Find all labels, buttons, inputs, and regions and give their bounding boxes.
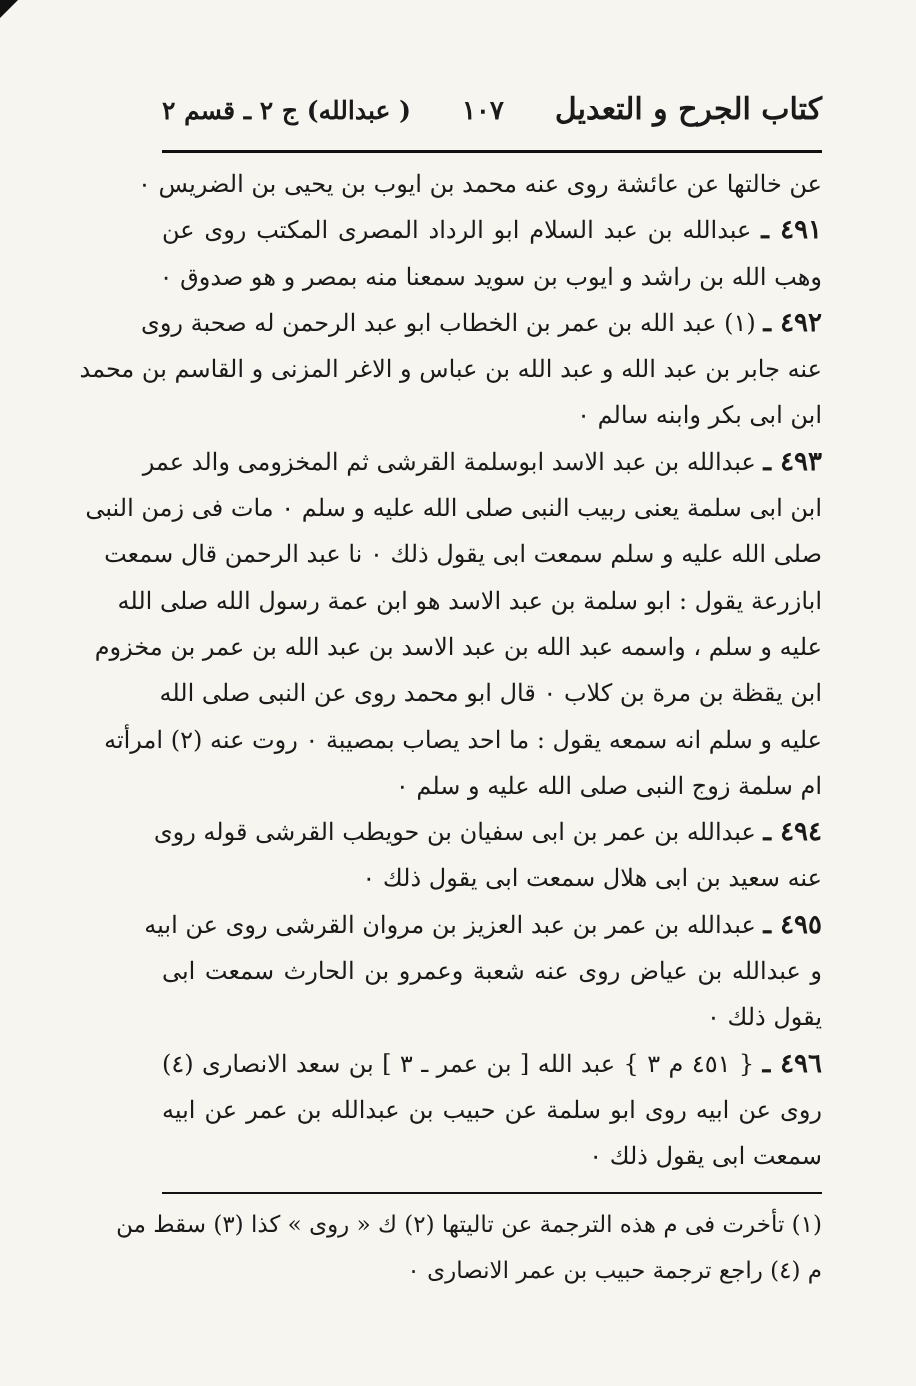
line-text: عبدالله بن عمر بن ابى سفيان بن حويطب القرشى قوله روى [153,818,764,847]
text-line [162,392,822,438]
line-text: عنه سعيد بن ابى هلال سمعت ابى يقول ذلك ٠ [362,864,822,893]
text-line [162,763,822,809]
line-text: عبدالله بن عمر بن عبد العزيز بن مروان القرشى روى عن ابيه [144,910,764,939]
line-text: روى عن ابيه روى ابو سلمة عن حبيب بن عبدالله بن عمر عن ابيه [162,1095,822,1124]
entry-number: ٤٩٤ ـ [763,817,822,848]
line-text: (١) عبد الله بن عمر بن الخطاب ابو عبد الرحمن له صحبة روى [141,308,764,337]
line-text: عليه و سلم انه سمعه يقول : ما احد يصاب بمصيبة ٠ روت عنه (٢) امرأته [104,725,822,754]
text-line [159,254,822,300]
text-line [162,948,822,994]
text-line [159,670,822,716]
running-header [162,92,822,144]
footnotes [116,1202,822,1294]
entry-number: ٤٩٥ ـ [763,909,822,940]
line-text: يقول ذلك ٠ [706,1003,822,1032]
line-text: ابن ابى سلمة يعنى ربيب النبى صلى الله عليه و سلم ٠ مات فى زمن النبى [85,494,822,523]
text-line [162,994,822,1040]
text-line [162,855,822,901]
header-book-title: كتاب الجرح و التعديل [554,92,822,127]
footnote-line: م (٤) راجع ترجمة حبيب بن عمر الانصارى ٠ [407,1257,822,1284]
text-line [142,439,822,485]
line-text: سمعت ابى يقول ذلك ٠ [589,1142,822,1171]
text-line [162,207,822,253]
footnote-rule [162,1192,822,1194]
line-text: { ٤٥١ م ٣ } عبد الله [ بن عمر ـ ٣ ] بن سعد الانصارى (٤) [162,1049,763,1078]
text-line [104,717,822,763]
entry-number: ٤٩٦ ـ [762,1048,822,1079]
line-text: ابازرعة يقول : ابو سلمة بن عبد الاسد هو ابن عمة رسول الله صلى الله [117,586,822,615]
text-line [137,161,822,207]
line-text: عبدالله بن عبد الاسد ابوسلمة القرشى ثم المخزومى والد عمر [142,447,764,476]
text-line [104,531,822,577]
entry-number: ٤٩١ ـ [761,215,823,246]
line-text: صلى الله عليه و سلم سمعت ابى يقول ذلك ٠ نا عبد الرحمن قال سمعت [104,540,822,569]
page-corner-mark [0,0,18,18]
text-line [85,485,822,531]
text-line [79,346,822,392]
header-rule [162,150,822,153]
line-text: وهب الله بن راشد و ايوب بن سويد سمعنا منه بمصر و هو صدوق ٠ [159,262,822,291]
line-text: ام سلمة زوج النبى صلى الله عليه و سلم ٠ [395,771,822,800]
line-text: عبدالله بن عبد السلام ابو الرداد المصرى المكتب روى عن [162,216,762,245]
line-text: عنه جابر بن عبد الله و عبد الله بن عباس و الاغر المزنى و القاسم بن محمد [79,355,822,384]
page [79,92,823,1294]
header-section: ( عبدالله) ج ٢ ـ قسم ٢ [162,96,411,125]
text-line [144,902,822,948]
entry-number: ٤٩٢ ـ [763,307,822,338]
footnote-line: (١) تأخرت فى م هذه الترجمة عن تاليتها (٢) ك « روى » كذا (٣) سقط من [116,1211,822,1238]
line-text: عليه و سلم ، واسمه عبد الله بن عبد الاسد بن عبد الله بن عمر بن مخزوم [94,632,822,661]
text-line [141,300,822,346]
line-text: ابن يقظة بن مرة بن كلاب ٠ قال ابو محمد روى عن النبى صلى الله [159,679,822,708]
line-text: عن خالتها عن عائشة روى عنه محمد بن ايوب بن يحيى بن الضريس ٠ [137,170,822,198]
text-line [162,1133,822,1179]
text-line [94,624,822,670]
body-text [79,161,823,1180]
text-line [162,1087,822,1133]
text-line [117,578,822,624]
text-line [162,1041,822,1087]
entry-number: ٤٩٣ ـ [763,446,822,477]
page-number: ١٠٧ [461,96,504,126]
text-line [153,809,822,855]
line-text: و عبدالله بن عياض روى عنه شعبة وعمرو بن الحارث سمعت ابى [162,957,822,986]
line-text: ابن ابى بكر وابنه سالم ٠ [577,401,822,430]
